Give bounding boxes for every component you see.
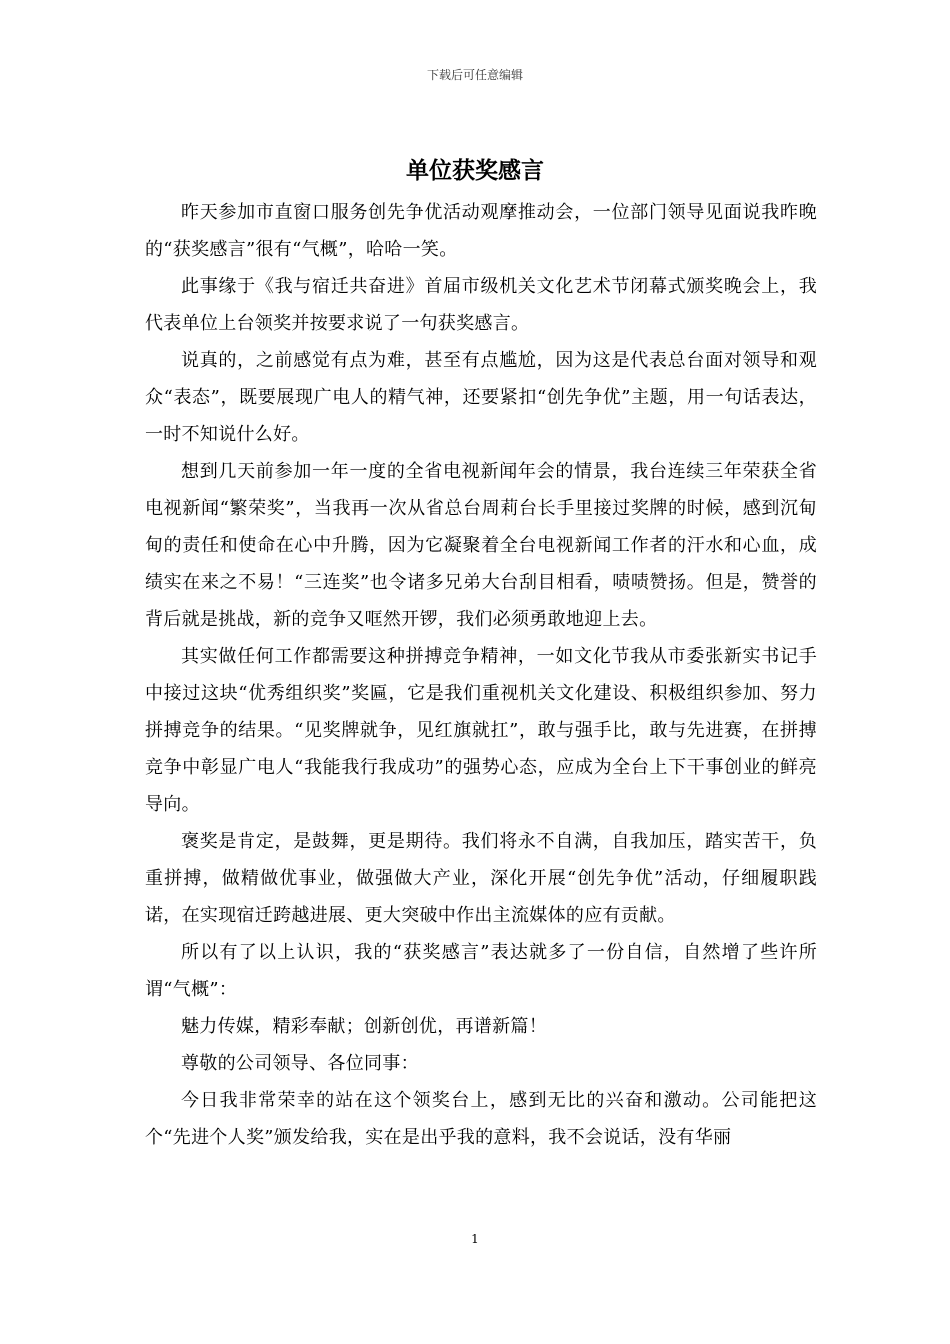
paragraph: 想到几天前参加一年一度的全省电视新闻年会的情景，我台连续三年荣获全省电视新闻“繁荣奖”，当我再一次从省总台周莉台长手里接过奖牌的时候，感到沉甸甸的责任和使命在心中升腾，因为它凝聚着全台电视新闻工作者的汗水和心血，成绩实在来之不易！“三连奖”也令诸多兄弟大台刮目相看，啧啧赞扬。但是，赞誉的背后就是挑战，新的竞争又哐然开锣，我们必须勇敢地迎上去。 xyxy=(145,461,817,630)
paragraph: 此事缘于《我与宿迁共奋进》首届市级机关文化艺术节闭幕式颁奖晚会上，我代表单位上台领奖并按要求说了一句获奖感言。 xyxy=(145,276,817,334)
paragraph: 说真的，之前感觉有点为难，甚至有点尴尬，因为这是代表总台面对领导和观众“表态”，既要展现广电人的精气神，还要紧扣“创先争优”主题，用一句话表达，一时不知说什么好。 xyxy=(145,350,817,445)
paragraph: 魅力传媒，精彩奉献；创新创优，再谱新篇！ xyxy=(181,1016,547,1037)
paragraph: 褒奖是肯定，是鼓舞，更是期待。我们将永不自满，自我加压，踏实苦干，负重拼搏，做精做优事业，做强做大产业，深化开展“创先争优”活动，仔细履职践诺，在实现宿迁跨越进展、更大突破中作出主流媒体的应有贡献。 xyxy=(145,831,817,926)
document-title: 单位获奖感言 xyxy=(406,157,544,184)
document-body xyxy=(145,194,817,1156)
paragraph: 尊敬的公司领导、各位同事： xyxy=(181,1053,419,1074)
paragraph: 今日我非常荣幸的站在这个领奖台上，感到无比的兴奋和激动。公司能把这个“先进个人奖”颁发给我，实在是出乎我的意料，我不会说话，没有华丽 xyxy=(145,1090,817,1148)
page-header-note: 下载后可任意编辑 xyxy=(426,68,523,82)
paragraph: 所以有了以上认识，我的“获奖感言”表达就多了一份自信，自然增了些许所谓“气概”： xyxy=(145,942,817,1000)
paragraph: 昨天参加市直窗口服务创先争优活动观摩推动会，一位部门领导见面说我昨晚的“获奖感言”很有“气概”，哈哈一笑。 xyxy=(145,202,817,260)
page-number: 1 xyxy=(471,1232,479,1246)
paragraph: 其实做任何工作都需要这种拼搏竞争精神，一如文化节我从市委张新实书记手中接过这块“优秀组织奖”奖匾，它是我们重视机关文化建设、积极组织参加、努力拼搏竞争的结果。“见奖牌就争，见红旗就扛”，敢与强手比，敢与先进赛，在拼搏竞争中彰显广电人“我能我行我成功”的强势心态，应成为全台上下干事创业的鲜亮导向。 xyxy=(145,646,817,815)
